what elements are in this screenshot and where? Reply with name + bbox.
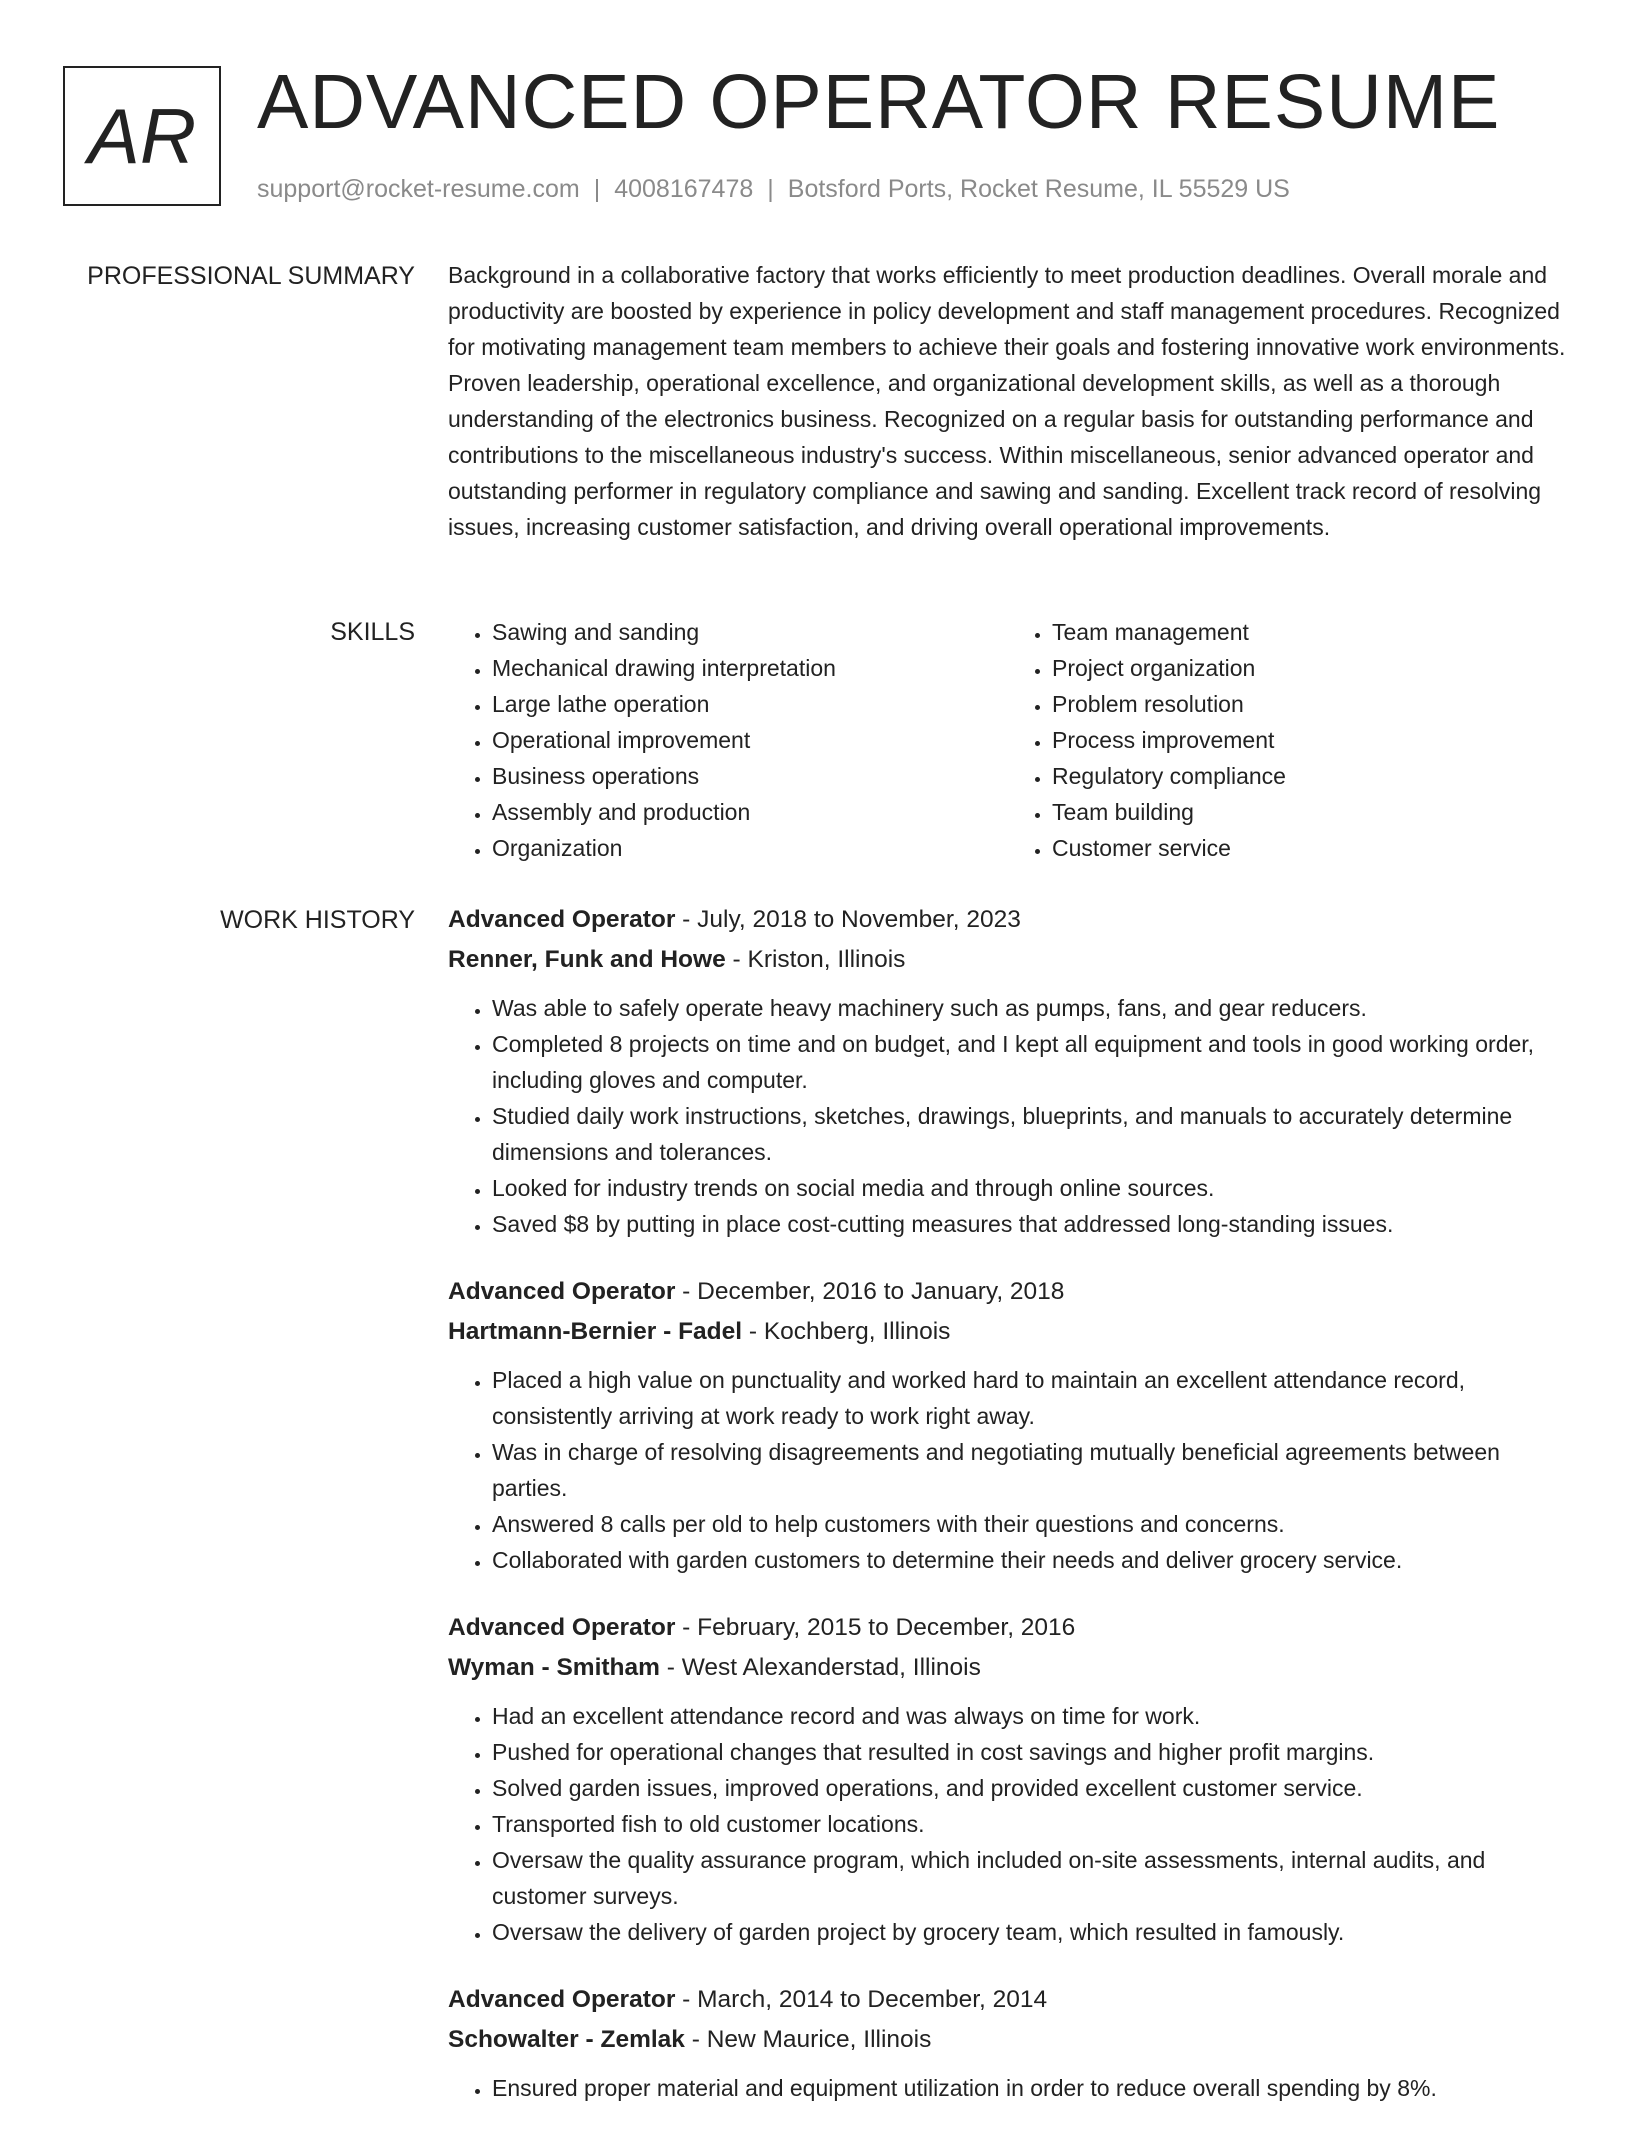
skill-item: • Problem resolution xyxy=(1052,686,1568,722)
skills-list-right xyxy=(1008,614,1568,866)
job-title-line xyxy=(448,1980,1568,2020)
contact-address: Botsford Ports, Rocket Resume, IL 55529 US xyxy=(787,175,1290,203)
skill-item: • Team management xyxy=(1052,614,1568,650)
job-company: Hartmann-Bernier - Fadel xyxy=(448,1318,743,1345)
summary-heading: PROFESSIONAL SUMMARY xyxy=(87,262,415,290)
job-entry xyxy=(448,1980,1568,2106)
job-bullet: • Pushed for operational changes that resulted in cost savings and higher profit margins. xyxy=(492,1734,1568,1770)
job-company: Wyman - Smitham xyxy=(448,1654,660,1681)
resume-title: ADVANCED OPERATOR RESUME xyxy=(257,59,1501,145)
job-bullet-list xyxy=(448,2070,1568,2106)
job-company: Schowalter - Zemlak xyxy=(448,2026,685,2053)
job-title-line xyxy=(448,1272,1568,1312)
contact-separator: | xyxy=(767,175,774,203)
work-history-body xyxy=(448,900,1568,2136)
work-history-heading: WORK HISTORY xyxy=(220,906,415,934)
initials-text: AR xyxy=(87,91,197,180)
job-bullet: • Looked for industry trends on social media and through online sources. xyxy=(492,1170,1568,1206)
job-bullet: • Saved $8 by putting in place cost-cutting measures that addressed long-standing issues. xyxy=(492,1206,1568,1242)
job-title: Advanced Operator xyxy=(448,1278,676,1305)
job-company-line xyxy=(448,1648,1568,1688)
skill-item: • Customer service xyxy=(1052,830,1568,866)
contact-phone: 4008167478 xyxy=(614,175,754,203)
job-bullet-list xyxy=(448,990,1568,1242)
job-bullet: • Oversaw the delivery of garden project by grocery team, which resulted in famously. xyxy=(492,1914,1568,1950)
contact-email: support@rocket-resume.com xyxy=(257,175,580,203)
job-company: Renner, Funk and Howe xyxy=(448,946,726,973)
summary-text: Background in a collaborative factory that works efficiently to meet production deadlines. Overall morale and productivity are boosted by experience in policy development and staff management procedures. Recognized for motivating management team members to achieve their goals and fostering innovative work environments. Proven leadership, operational excellence, and organizational development skills, as well as a thorough understanding of the electronics business. Recognized on a regular basis for outstanding performance and contributions to the miscellaneous industry's success. Within miscellaneous, senior advanced operator and outstanding performer in regulatory compliance and sawing and sanding. Excellent track record of resolving issues, increasing customer satisfaction, and driving overall operational improvements. xyxy=(448,262,1566,540)
job-company-line xyxy=(448,1312,1568,1352)
skill-item: • Team building xyxy=(1052,794,1568,830)
skill-item: • Organization xyxy=(492,830,1008,866)
skill-item: • Assembly and production xyxy=(492,794,1008,830)
job-bullet: • Placed a high value on punctuality and worked hard to maintain an excellent attendance record, consistently arriving at work ready to work right away. xyxy=(492,1362,1568,1434)
job-bullet: • Was in charge of resolving disagreements and negotiating mutually beneficial agreements between parties. xyxy=(492,1434,1568,1506)
skills-list-left xyxy=(448,614,1008,866)
job-bullet: • Answered 8 calls per old to help customers with their questions and concerns. xyxy=(492,1506,1568,1542)
summary-body xyxy=(448,257,1568,545)
job-title: Advanced Operator xyxy=(448,1986,676,2013)
job-bullet: • Collaborated with garden customers to determine their needs and deliver grocery service. xyxy=(492,1542,1568,1578)
skill-item: • Sawing and sanding xyxy=(492,614,1008,650)
job-bullet-list xyxy=(448,1362,1568,1578)
job-bullet: • Was able to safely operate heavy machinery such as pumps, fans, and gear reducers. xyxy=(492,990,1568,1026)
job-company-line xyxy=(448,2020,1568,2060)
contact-separator: | xyxy=(593,175,601,203)
skill-item: • Operational improvement xyxy=(492,722,1008,758)
job-location: - Kochberg, Illinois xyxy=(742,1318,951,1345)
contact-line xyxy=(257,174,1290,204)
skills-heading: SKILLS xyxy=(330,618,415,646)
skills-body xyxy=(448,614,1568,866)
initials-monogram xyxy=(63,66,221,206)
job-bullet: • Ensured proper material and equipment utilization in order to reduce overall spending by 8%. xyxy=(492,2070,1568,2106)
job-bullet: • Completed 8 projects on time and on budget, and I kept all equipment and tools in good working order, including gloves and computer. xyxy=(492,1026,1568,1098)
job-bullet: • Oversaw the quality assurance program, which included on-site assessments, internal audits, and customer surveys. xyxy=(492,1842,1568,1914)
skill-item: • Business operations xyxy=(492,758,1008,794)
job-bullet: • Studied daily work instructions, sketches, drawings, blueprints, and manuals to accurately determine dimensions and tolerances. xyxy=(492,1098,1568,1170)
job-dates: - December, 2016 to January, 2018 xyxy=(675,1278,1065,1305)
job-title: Advanced Operator xyxy=(448,906,676,933)
job-bullet: • Solved garden issues, improved operations, and provided excellent customer service. xyxy=(492,1770,1568,1806)
job-entry xyxy=(448,900,1568,1242)
job-dates: - July, 2018 to November, 2023 xyxy=(675,906,1021,933)
job-bullet: • Had an excellent attendance record and was always on time for work. xyxy=(492,1698,1568,1734)
job-company-line xyxy=(448,940,1568,980)
skill-item: • Regulatory compliance xyxy=(1052,758,1568,794)
job-dates: - March, 2014 to December, 2014 xyxy=(675,1986,1048,2013)
skill-item: • Process improvement xyxy=(1052,722,1568,758)
job-entry xyxy=(448,1608,1568,1950)
skill-item: • Large lathe operation xyxy=(492,686,1008,722)
job-location: - Kriston, Illinois xyxy=(725,946,906,973)
job-title-line xyxy=(448,900,1568,940)
job-bullet-list xyxy=(448,1698,1568,1950)
skill-item: • Project organization xyxy=(1052,650,1568,686)
job-title: Advanced Operator xyxy=(448,1614,676,1641)
job-title-line xyxy=(448,1608,1568,1648)
job-bullet: • Transported fish to old customer locations. xyxy=(492,1806,1568,1842)
job-location: - West Alexanderstad, Illinois xyxy=(659,1654,981,1681)
skill-item: • Mechanical drawing interpretation xyxy=(492,650,1008,686)
job-dates: - February, 2015 to December, 2016 xyxy=(675,1614,1076,1641)
job-entry xyxy=(448,1272,1568,1578)
job-location: - New Maurice, Illinois xyxy=(684,2026,932,2053)
